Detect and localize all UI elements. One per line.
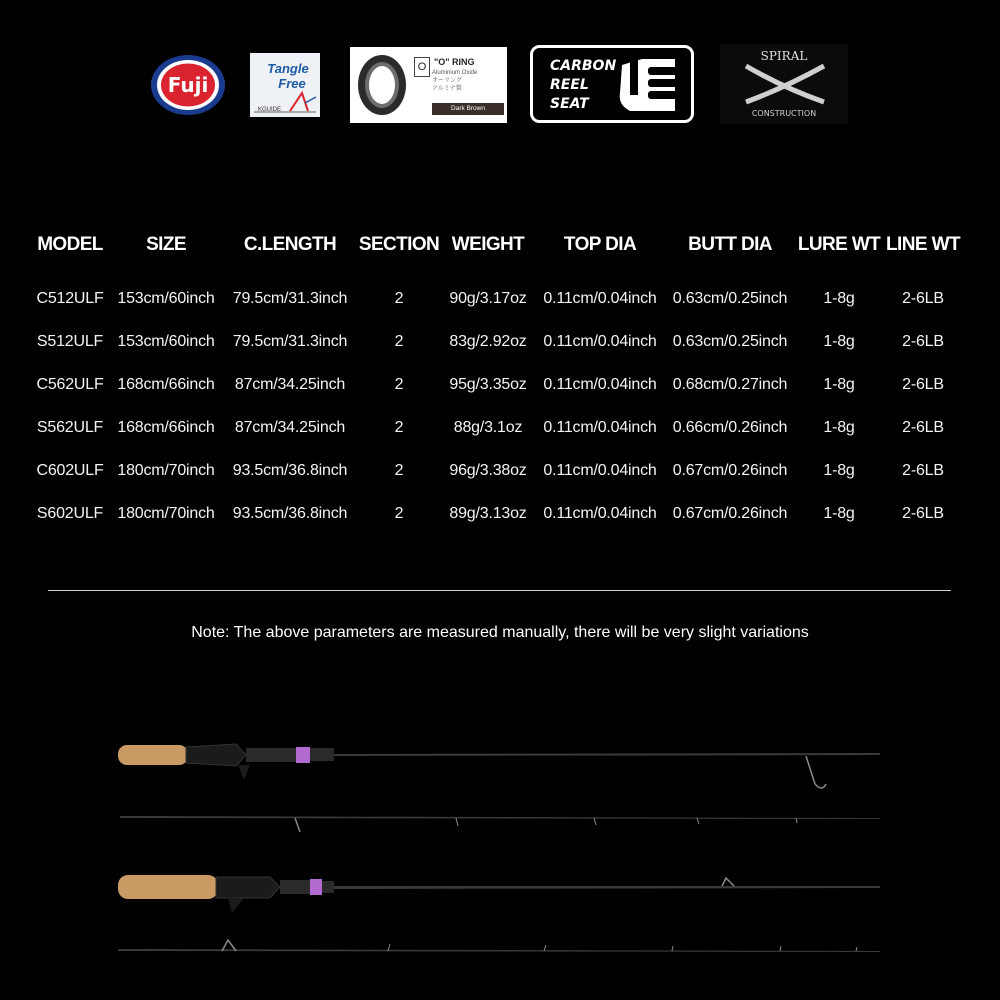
cell-model: C602ULF [36,462,104,479]
table-row [0,290,1000,314]
cell-butt-dia: 0.66cm/0.26inch [672,419,788,436]
cell-model: C562ULF [36,376,104,393]
cell-lure-wt: 1-8g [823,333,855,350]
cell-line-wt: 2-6LB [902,419,944,436]
col-butt-dia: BUTT DIA [688,234,772,255]
cell-model: S512ULF [36,333,104,350]
cell-size: 180cm/70inch [117,505,215,522]
cell-weight: 88g/3.1oz [453,419,523,436]
table-row [0,505,1000,529]
cell-model: S602ULF [36,505,104,522]
cell-lure-wt: 1-8g [823,462,855,479]
rod-1-butt-section [118,744,880,788]
construction-text: CONSTRUCTION [751,109,817,118]
cell-section: 2 [394,290,404,307]
col-section: SECTION [358,234,440,255]
cell-butt-dia: 0.67cm/0.26inch [672,462,788,479]
table-row [0,376,1000,400]
free-text: Free [278,76,306,91]
cell-butt-dia: 0.68cm/0.27inch [672,376,788,393]
spiral-text: SPIRAL [760,49,808,63]
cell-size: 180cm/70inch [117,462,215,479]
cell-lure-wt: 1-8g [823,505,855,522]
o-ring-subtitle: Aluminium Oxide オーリング アルミナ製 [432,70,478,92]
o-letter-icon: O [414,57,430,77]
reel-text: REEL [550,77,589,93]
rod-2-tip-section [118,940,880,952]
cell-top-dia: 0.11cm/0.04inch [543,290,657,307]
col-line-wt: LINE WT [886,234,960,255]
col-c-length: C.LENGTH [243,234,337,255]
tangle-free-badge [250,53,320,117]
cell-section: 2 [394,462,404,479]
col-weight: WEIGHT [451,234,525,255]
cell-c-length: 93.5cm/36.8inch [232,505,348,522]
table-row [0,419,1000,443]
cell-size: 153cm/60inch [117,290,215,307]
cell-top-dia: 0.11cm/0.04inch [543,333,657,350]
cell-butt-dia: 0.63cm/0.25inch [672,333,788,350]
cell-section: 2 [394,419,404,436]
cell-weight: 96g/3.38oz [449,462,527,479]
cell-size: 168cm/66inch [117,376,215,393]
carbon-reel-seat-badge [530,45,694,123]
seat-text: SEAT [550,96,589,112]
cell-line-wt: 2-6LB [902,376,944,393]
cell-lure-wt: 1-8g [823,419,855,436]
fuji-logo-text: Fuji [167,73,209,97]
hand-grip-icon [620,59,678,111]
cell-model: C512ULF [36,290,104,307]
cell-weight: 90g/3.17oz [449,290,527,307]
cell-size: 168cm/66inch [117,419,215,436]
cell-c-length: 93.5cm/36.8inch [232,462,348,479]
cell-section: 2 [394,333,404,350]
cell-weight: 83g/2.92oz [449,333,527,350]
cell-butt-dia: 0.63cm/0.25inch [672,290,788,307]
cell-line-wt: 2-6LB [902,505,944,522]
cell-weight: 89g/3.13oz [449,505,527,522]
cell-section: 2 [394,376,404,393]
fuji-logo [150,54,226,116]
rod-2-butt-section [118,875,880,913]
col-top-dia: TOP DIA [563,234,637,255]
cell-model: S562ULF [36,419,104,436]
rod-illustrations [0,720,1000,990]
table-row [0,333,1000,357]
cell-line-wt: 2-6LB [902,462,944,479]
cell-line-wt: 2-6LB [902,333,944,350]
cell-top-dia: 0.11cm/0.04inch [543,505,657,522]
kguide-text: KGUIDE [258,107,282,113]
o-ring-icon [354,47,414,123]
cell-lure-wt: 1-8g [823,376,855,393]
cell-weight: 95g/3.35oz [449,376,527,393]
cell-butt-dia: 0.67cm/0.26inch [672,505,788,522]
col-model: MODEL [37,234,103,255]
o-ring-badge [350,47,507,123]
cell-lure-wt: 1-8g [823,290,855,307]
cell-c-length: 87cm/34.25inch [234,376,346,393]
cell-top-dia: 0.11cm/0.04inch [543,462,657,479]
cell-c-length: 79.5cm/31.3inch [232,333,348,350]
cell-line-wt: 2-6LB [902,290,944,307]
table-row [0,462,1000,486]
spiral-x-construction-logo [720,44,848,124]
rod-1-tip-section [120,816,880,832]
feature-badges [0,44,1000,124]
measurement-note: Note: The above parameters are measured manually, there will be very slight variations [191,624,809,641]
carbon-text: CARBON [550,58,617,74]
cell-top-dia: 0.11cm/0.04inch [543,376,657,393]
o-ring-color-tag: Dark Brown [432,103,504,115]
cell-c-length: 79.5cm/31.3inch [232,290,348,307]
col-size: SIZE [146,234,186,255]
cell-section: 2 [394,505,404,522]
table-header [0,234,1000,258]
o-ring-title: "O" RING [434,57,475,67]
section-divider [48,590,951,591]
cell-c-length: 87cm/34.25inch [234,419,346,436]
tangle-text: Tangle [267,61,309,76]
cell-size: 153cm/60inch [117,333,215,350]
cell-top-dia: 0.11cm/0.04inch [543,419,657,436]
col-lure-wt: LURE WT [797,234,881,255]
